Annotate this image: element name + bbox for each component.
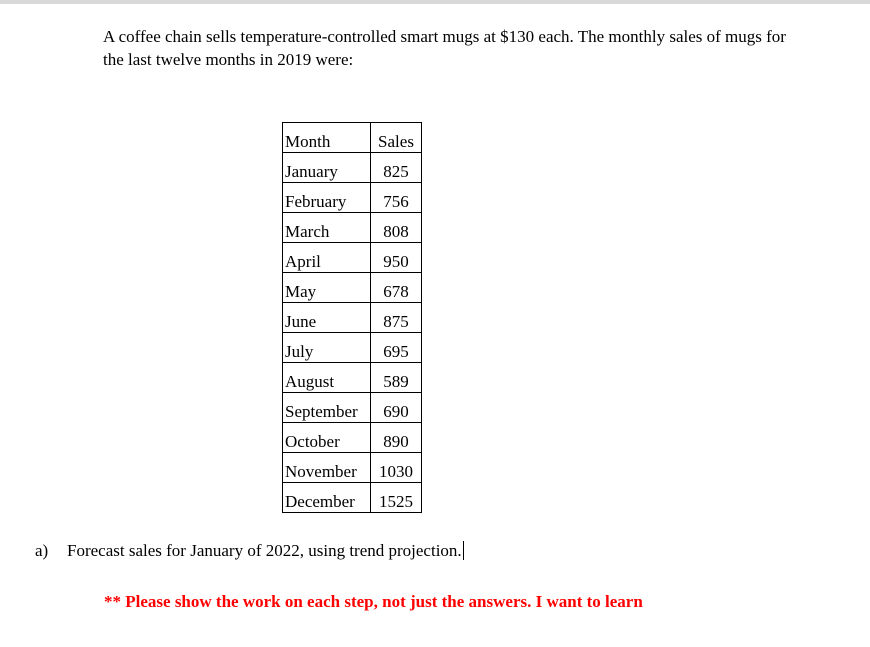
month-cell: February — [283, 183, 371, 213]
sales-cell: 808 — [371, 213, 422, 243]
intro-paragraph: A coffee chain sells temperature-controlled smart mugs at $130 each. The monthly sales of mugs for the last twelve months in 2019 were: — [103, 27, 786, 69]
table-header-row — [283, 123, 422, 153]
sales-cell: 825 — [371, 153, 422, 183]
top-divider — [0, 0, 870, 4]
instruction-note: ** Please show the work on each step, not just the answers. I want to learn — [104, 592, 643, 611]
sales-cell: 695 — [371, 333, 422, 363]
table-row — [283, 213, 422, 243]
sales-cell: 678 — [371, 273, 422, 303]
sales-cell: 1525 — [371, 483, 422, 513]
sales-cell: 875 — [371, 303, 422, 333]
table-row — [283, 423, 422, 453]
header-sales: Sales — [371, 123, 422, 153]
sales-cell: 756 — [371, 183, 422, 213]
table-row — [283, 483, 422, 513]
month-cell: March — [283, 213, 371, 243]
sales-cell: 950 — [371, 243, 422, 273]
sales-table — [282, 122, 422, 513]
table-row — [283, 333, 422, 363]
question-a[interactable] — [35, 540, 464, 562]
month-cell: June — [283, 303, 371, 333]
month-cell: April — [283, 243, 371, 273]
month-cell: October — [283, 423, 371, 453]
month-cell: December — [283, 483, 371, 513]
table-row — [283, 393, 422, 423]
table-row — [283, 303, 422, 333]
month-cell: January — [283, 153, 371, 183]
table-row — [283, 453, 422, 483]
table-row — [283, 273, 422, 303]
question-label: a) — [35, 541, 49, 560]
month-cell: July — [283, 333, 371, 363]
month-cell: November — [283, 453, 371, 483]
sales-cell: 890 — [371, 423, 422, 453]
question-text: Forecast sales for January of 2022, using trend projection. — [67, 541, 462, 560]
table-row — [283, 183, 422, 213]
month-cell: May — [283, 273, 371, 303]
table-row — [283, 363, 422, 393]
sales-cell: 1030 — [371, 453, 422, 483]
table-row — [283, 243, 422, 273]
header-month: Month — [283, 123, 371, 153]
sales-cell: 589 — [371, 363, 422, 393]
sales-cell: 690 — [371, 393, 422, 423]
month-cell: August — [283, 363, 371, 393]
text-cursor — [463, 541, 464, 560]
table-row — [283, 153, 422, 183]
month-cell: September — [283, 393, 371, 423]
